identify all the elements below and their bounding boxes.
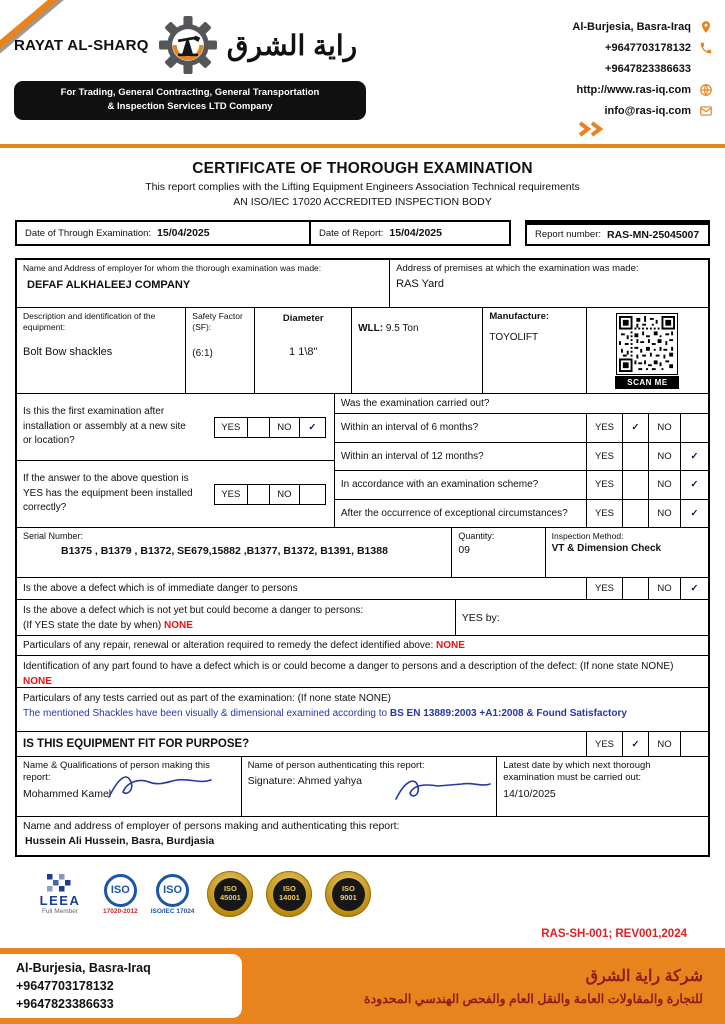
phone1-text: +9647703178132 [605,42,691,54]
fit-no-label: NO [648,732,680,756]
report-maker-cell [17,757,242,816]
iso-17024-badge [151,874,195,915]
iso-17020-badge [103,874,138,915]
r2-yes-label: YES [586,443,622,471]
contact-phone-1 [605,41,713,55]
iso-9001-badge [325,871,371,917]
leea-badge [30,874,90,915]
revision-number: RAS-SH-001; REV001,2024 [541,928,687,940]
r4-no-label: NO [648,500,680,528]
serial-cell [17,528,452,577]
footer-arabic-block [364,966,725,1006]
serial-label: Serial Number: [23,531,84,541]
contact-address [572,20,713,34]
q2-yes-checkbox [248,484,270,505]
premises-label: Address of premises at which the examination was made: [396,263,639,274]
exam-date-value: 15/04/2025 [157,227,210,239]
d5-label: Particulars of any tests carried out as part of the examination: (If none state NONE) [23,693,391,704]
iso-45001-badge [207,871,253,917]
questions-left-column [17,394,335,527]
safety-factor-value: (6:1) [192,348,213,360]
header-divider [0,144,725,148]
d5-result [23,706,627,721]
premises-cell [390,260,708,307]
wll-label: WLL: [358,323,384,334]
employer-value: DEFAF ALKHALEEJ COMPANY [27,278,191,291]
employer-label: Name and Address of employer for whom the thorough examination was made: [23,263,322,273]
tagline-line-2: & Inspection Services LTD Company [107,101,273,113]
equipment-row [17,308,708,394]
iso-14001-badge [266,871,312,917]
r1-yes-label: YES [586,414,622,442]
phone-icon [699,41,713,55]
tests-cell [17,688,633,731]
certificate-table [15,258,710,857]
report-date-value: 15/04/2025 [389,227,442,239]
fit-for-purpose-text: IS THIS EQUIPMENT FIT FOR PURPOSE? [23,738,250,750]
questions-row [17,394,708,528]
certificate-title: CERTIFICATE OF THOROUGH EXAMINATION [192,160,533,177]
serial-values: B1375 , B1379 , B1372, SE679,15882 ,B1377, B1372, B1391, B1388 [61,545,388,557]
iso-45001-label: ISO 45001 [214,878,247,911]
r4-yes-checkbox [622,500,648,528]
manufacture-label: Manufacture: [489,311,550,322]
safety-factor-label: Safety Factor (SF): [192,311,243,332]
company-logo [14,16,374,120]
report-number-label: Report number: [535,229,602,240]
report-employer-value: Hussein Ali Hussein, Basra, Burdjasia [25,835,215,847]
r4-text: After the occurrence of exceptional circumstances? [340,507,568,519]
q1-no-checkbox: ✓ [300,417,326,438]
d1-yes-label: YES [586,578,622,599]
footer-arabic-description: للتجارة والمقاولات العامة والنقل العام والفحص الهندسي المحدودة [364,992,703,1006]
r2-no-checkbox: ✓ [680,443,708,471]
tests-row [17,688,708,732]
fit-yes-label: YES [586,732,622,756]
report-date-box [311,220,511,246]
globe-icon [699,83,713,97]
dates-row [15,220,710,246]
d2-line2 [23,618,449,633]
contact-block [572,20,713,118]
d2-paren: (If YES state the date by when) [23,620,162,631]
q1-yes-label: YES [214,417,248,438]
email-text: info@ras-iq.com [604,105,691,117]
d1-yes-checkbox [622,578,648,599]
iso-14001-label: ISO 14001 [273,878,306,911]
envelope-icon [699,104,713,118]
qr-code [616,313,678,375]
q2-yes-label: YES [214,484,248,505]
q1-yes-checkbox [248,417,270,438]
leea-checker-icon [47,874,73,892]
immediate-danger-row [17,578,708,600]
leea-member-label: Full Member [41,907,79,915]
r4-yes-label: YES [586,500,622,528]
interval-6-months-row [335,414,708,443]
repairs-row [17,636,708,656]
r2-yes-checkbox [622,443,648,471]
d1-no-label: NO [648,578,680,599]
iso-17020-label: 17020-2012 [103,907,138,915]
r2-text: Within an interval of 12 months? [340,450,484,462]
question-1-answer-box [214,417,326,438]
report-employer-label: Name and address of employer of persons making and authenticating this report: [23,820,400,832]
employer-cell [17,260,390,307]
next-examination-cell [497,757,708,816]
d3-none-value: NONE [436,640,465,651]
logo-row [14,16,374,74]
company-tagline [14,81,366,120]
question-first-examination [17,394,334,461]
fit-yes-checkbox: ✓ [622,732,648,756]
exceptional-circumstances-row [335,500,708,528]
maker-label: Name & Qualifications of person making this report: [23,760,210,784]
question-1-text: Is this the first examination after installation or assembly at a new site or location? [23,406,186,447]
d4-text: Identification of any part found to have a defect which is or could become a danger to persons and a description of the defect: [23,661,578,672]
d3-text: Particulars of any repair, renewal or alteration required to remedy the defect identified above: [23,640,434,651]
title-subtitle-2: AN ISO/IEC 17020 ACCREDITED INSPECTION BODY [233,196,492,208]
safety-factor-cell [186,308,255,393]
manufacture-cell [483,308,587,393]
title-subtitle-1: This report complies with the Lifting Equipment Engineers Association Technical requirements [145,181,580,193]
d4-paren: (If none state NONE) [580,661,674,672]
iso-17024-icon: ISO [156,874,189,907]
diameter-value: 1 1\8" [289,346,318,358]
examination-scheme-row [335,471,708,500]
r3-text: In accordance with an examination scheme? [340,479,539,491]
carried-out-header: Was the examination carried out? [335,394,708,414]
contact-email [604,104,713,118]
r4-no-checkbox: ✓ [680,500,708,528]
website-text: http://www.ras-iq.com [576,84,691,96]
equipment-description-value: Bolt Bow shackles [23,346,113,359]
date-gap [511,220,525,246]
r3-yes-checkbox [622,471,648,499]
equipment-description-cell [17,308,186,393]
d1-no-checkbox: ✓ [680,578,708,599]
next-exam-label: Latest date by which next thorough examination must be carried out: [503,760,651,784]
quantity-value: 09 [458,544,471,556]
exam-date-box [15,220,311,246]
location-pin-icon [699,20,713,34]
report-number-box [525,220,710,246]
authenticator-value: Signature: Ahmed yahya [247,775,362,788]
r2-no-label: NO [648,443,680,471]
premises-value: RAS Yard [396,278,445,290]
manufacture-value: TOYOLIFT [489,332,539,343]
wll-value: 9.5 Ton [385,323,419,334]
q2-no-checkbox [300,484,326,505]
icon-spacer [699,62,713,76]
footer-arabic-company-name: شركة راية الشرق [585,968,703,985]
authenticator-cell [242,757,498,816]
footer-phone-1: +9647703178132 [16,979,114,993]
report-date-label: Date of Report: [319,227,384,239]
address-text: Al-Burjesia, Basra-Iraq [572,21,691,33]
footer-phone-2: +9647823386633 [16,997,114,1011]
orange-chevron-icon [577,121,605,142]
r1-no-checkbox [680,414,708,442]
wll-line [358,323,476,334]
quantity-cell [452,528,545,577]
d5-standard-text: BS EN 13889:2003 +A1:2008 & Found Satisfactory [389,708,627,719]
inspection-method-label: Inspection Method: [551,531,624,541]
diameter-label: Diameter [282,313,324,324]
wll-cell [352,308,483,393]
authenticator-label: Name of person authenticating this report: [247,760,425,771]
interval-12-months-row [335,443,708,472]
r1-no-label: NO [648,414,680,442]
question-2-text: If the answer to the above question is YES has the equipment been installed correctly? [23,473,193,514]
defect-identification-cell [17,656,708,687]
scan-me-label: SCAN ME [615,376,679,389]
fit-for-purpose-row [17,732,708,757]
r3-no-checkbox: ✓ [680,471,708,499]
footer-contact-box [0,954,242,1018]
contact-website [577,83,714,97]
yes-by-cell: YES by: [461,611,500,624]
next-exam-date: 14/10/2025 [503,787,556,800]
accreditation-badges [30,867,725,921]
phone2-text: +9647823386633 [605,63,691,75]
leea-label: LEEA [39,892,81,908]
maker-name: Mohammed Kamel [23,787,112,800]
qr-code-icon [619,316,675,372]
iso-17020-icon: ISO [104,874,137,907]
header [0,0,725,150]
r3-no-label: NO [648,471,680,499]
d5-result-text: The mentioned Shackles have been visually & dimensional examined according to [23,708,390,719]
q2-no-label: NO [270,484,300,505]
repairs-cell [17,637,471,654]
gear-pumpjack-logo-icon [159,16,217,74]
qr-cell [587,308,708,393]
signatures-row [17,757,708,817]
company-name-arabic: راية الشرق [226,29,358,61]
question-installed-correctly [17,461,334,527]
company-name-english: RAYAT AL-SHARQ [14,36,149,54]
iso-9001-label: ISO 9001 [332,878,365,911]
fit-no-checkbox [680,732,708,756]
quantity-label: Quantity: [458,531,495,541]
could-become-danger-row [17,600,708,636]
report-employer-cell [17,817,708,850]
title-block [0,160,725,208]
diameter-cell [255,308,352,393]
immediate-danger-text: Is the above a defect which is of immediate danger to persons [23,583,298,594]
q1-no-label: NO [270,417,300,438]
serial-row [17,528,708,578]
report-employer-row [17,817,708,855]
iso-17024-label: ISO/IEC 17024 [150,907,195,915]
inspection-method-cell [546,528,708,577]
employer-row [17,260,708,308]
r1-yes-checkbox: ✓ [622,414,648,442]
r1-text: Within an interval of 6 months? [340,422,479,434]
d2-line1: Is the above a defect which is not yet but could become a danger to persons: [23,605,364,616]
questions-right-column [335,394,708,527]
r3-yes-label: YES [586,471,622,499]
inspection-method-value: VT & Dimension Check [551,543,662,554]
tagline-line-1: For Trading, General Contracting, General Transportation [60,87,320,98]
could-become-danger-cell [17,600,456,635]
question-2-answer-box [214,484,326,505]
footer-address: Al-Burjesia, Basra-Iraq [16,961,151,975]
footer-bar [0,948,725,1024]
contact-phone-2 [605,62,713,76]
d2-none-value: NONE [164,620,193,631]
exam-date-label: Date of Through Examination: [25,227,152,239]
defect-identification-row [17,656,708,688]
equipment-description-label: Description and identification of the equipment: [23,311,156,332]
d4-none-value: NONE [23,676,52,687]
report-number-value: RAS-MN-25045007 [607,228,700,241]
